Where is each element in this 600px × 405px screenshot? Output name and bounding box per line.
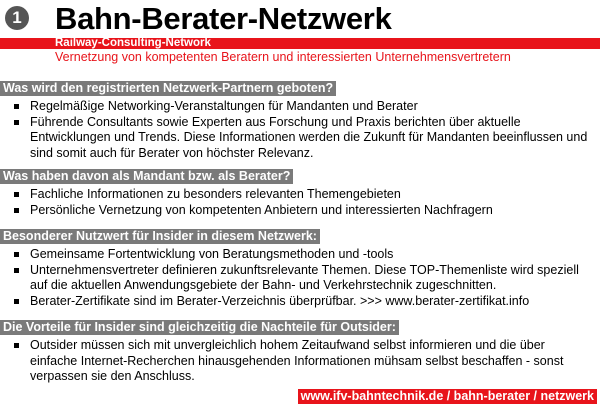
list-item: Führende Consultants sowie Experten aus Forschung und Praxis berichten über aktuelle Entwicklungen und Trends. Diese Informationen werden die Zukunft für Mandanten beeinflussen und sind somit auch für Berater von höchster Relevanz. bbox=[0, 115, 600, 162]
subtitle: Railway-Consulting-Network bbox=[55, 37, 211, 49]
section-benefit bbox=[0, 167, 600, 218]
list-item: Outsider müssen sich mit unvergleichlich hohem Zeitaufwand selbst informieren und die über einfache Internet-Recherchen hinausgehenden Informationen mühsam selbst beschaffen - sonst verpassen sie den Anschluss. bbox=[0, 338, 600, 385]
section-outsider bbox=[0, 318, 600, 385]
section-heading: Was haben davon als Mandant bzw. als Berater? bbox=[0, 169, 293, 184]
section-heading: Besonderer Nutzwert für Insider in diesem Netzwerk: bbox=[0, 229, 320, 244]
list-item: Regelmäßige Networking-Veranstaltungen für Mandanten und Berater bbox=[0, 99, 600, 115]
section-heading: Die Vorteile für Insider sind gleichzeitig die Nachteile für Outsider: bbox=[0, 320, 399, 335]
section-insider-value bbox=[0, 227, 600, 309]
bullet-list bbox=[0, 247, 600, 309]
footer-link[interactable]: www.ifv-bahntechnik.de / bahn-berater / netzwerk bbox=[298, 389, 597, 404]
header bbox=[0, 0, 600, 40]
bullet-list bbox=[0, 99, 600, 161]
list-item: Unternehmensvertreter definieren zukunftsrelevante Themen. Diese TOP-Themenliste wird speziell auf die aktuellen Anwendungsgebiete der Bahn- und Verkehrstechnik zugeschnitten. bbox=[0, 263, 600, 294]
page-title: Bahn-Berater-Netzwerk bbox=[55, 1, 392, 36]
number-badge-icon: 1 bbox=[5, 6, 29, 30]
bullet-list bbox=[0, 187, 600, 218]
tagline: Vernetzung von kompetenten Beratern und interessierten Unternehmensvertretern bbox=[55, 50, 511, 64]
list-item: Gemeinsame Fortentwicklung von Beratungsmethoden und -tools bbox=[0, 247, 600, 263]
section-heading: Was wird den registrierten Netzwerk-Partnern geboten? bbox=[0, 81, 336, 96]
list-item: Persönliche Vernetzung von kompetenten Anbietern und interessierten Nachfragern bbox=[0, 203, 600, 219]
list-item: Fachliche Informationen zu besonders relevanten Themengebieten bbox=[0, 187, 600, 203]
bullet-list bbox=[0, 338, 600, 385]
section-offer bbox=[0, 79, 600, 161]
list-item: Berater-Zertifikate sind im Berater-Verzeichnis überprüfbar. >>> www.berater-zertifikat.info bbox=[0, 294, 600, 310]
